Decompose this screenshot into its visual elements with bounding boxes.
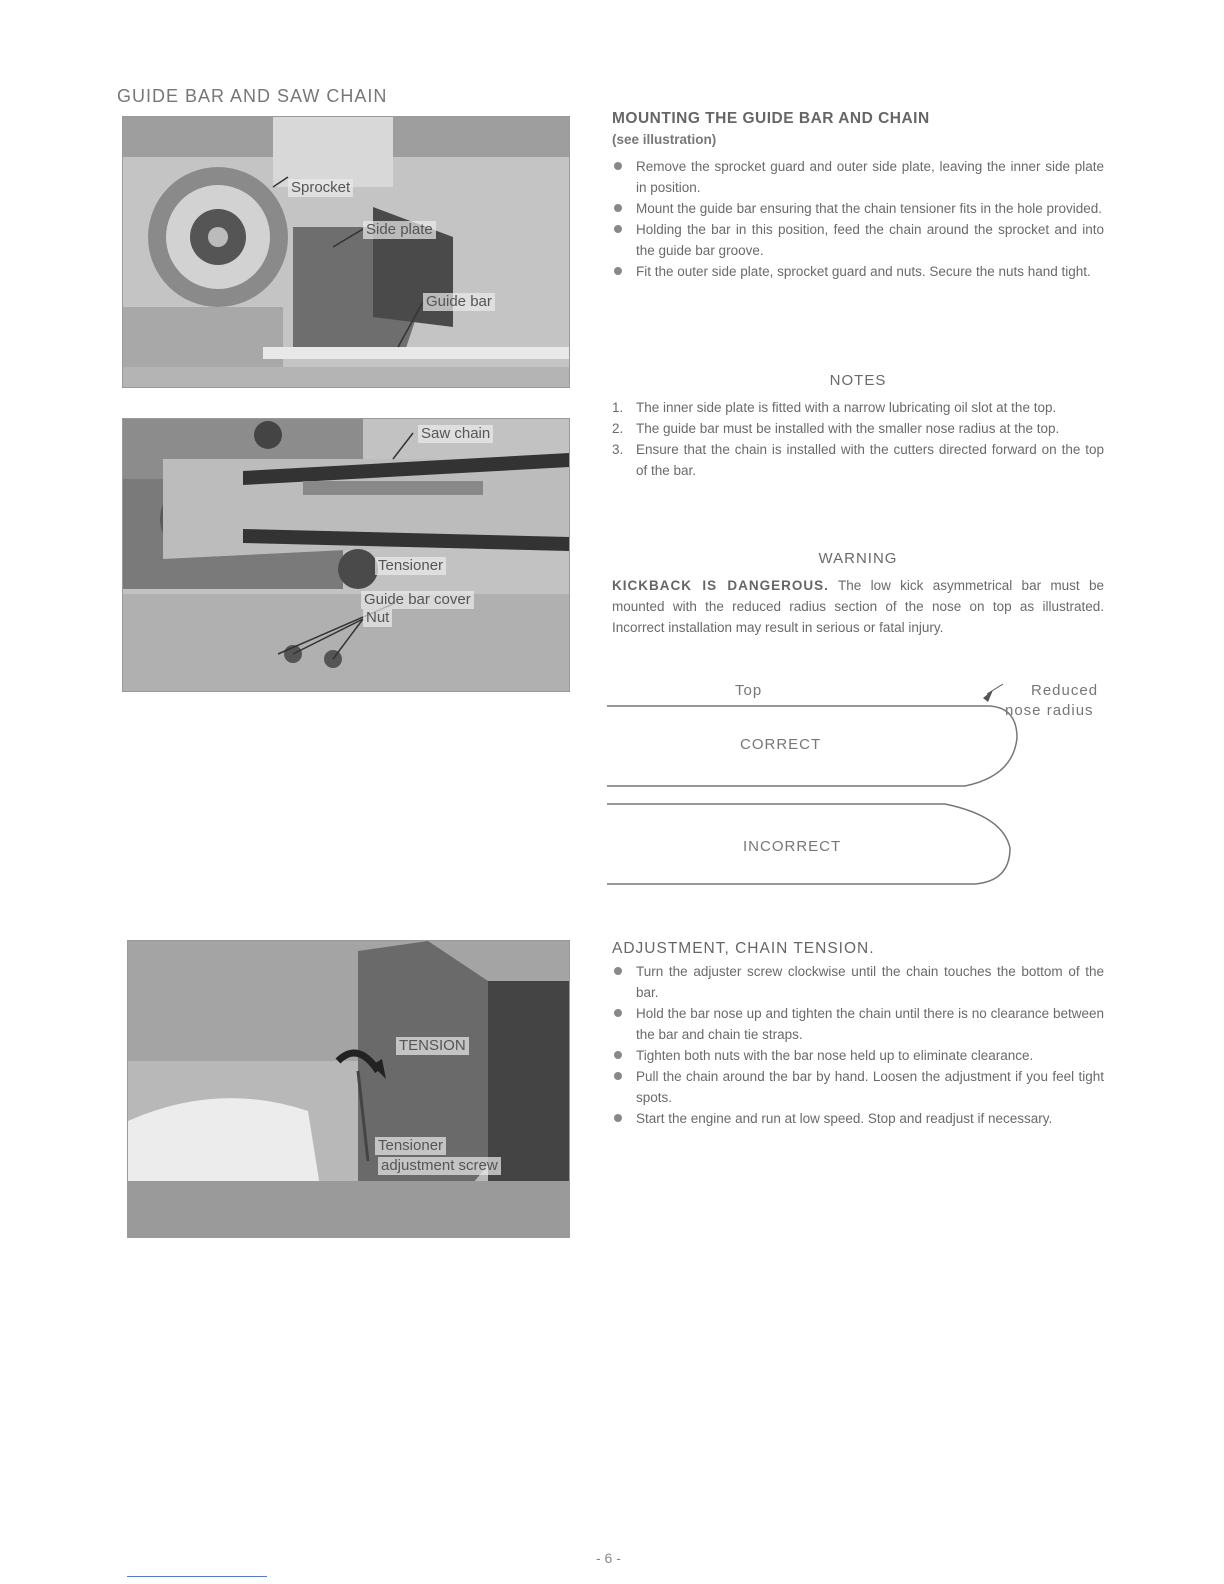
diagram-nose-radius-label: nose radius bbox=[1005, 702, 1094, 719]
adjustment-steps bbox=[612, 961, 1104, 1129]
list-item: Pull the chain around the bar by hand. Loosen the adjustment if you feel tight spots. bbox=[612, 1066, 1104, 1108]
note-number: 1. bbox=[612, 400, 624, 415]
diagram-top-label: Top bbox=[735, 682, 763, 699]
mounting-subtitle: (see illustration) bbox=[612, 132, 717, 147]
caption-sprocket: Sprocket bbox=[288, 179, 353, 197]
caption-tensioner: Tensioner bbox=[375, 557, 446, 575]
warning-paragraph bbox=[612, 575, 1104, 638]
adjustment-title: ADJUSTMENT, CHAIN TENSION. bbox=[612, 940, 875, 957]
warning-text: The low kick asymmetrical bar must be mounted with the reduced radius section of the nose on top as illustrated. Incorrect installation may result in serious or fatal injury. bbox=[612, 578, 1104, 635]
diagram-reduced-label: Reduced bbox=[1031, 682, 1099, 699]
list-item bbox=[612, 439, 1104, 481]
caption-guide-bar: Guide bar bbox=[423, 293, 495, 311]
list-item: Mount the guide bar ensuring that the chain tensioner fits in the hole provided. bbox=[612, 198, 1104, 219]
photo-sprocket-assembly bbox=[122, 116, 570, 388]
mounting-steps bbox=[612, 156, 1104, 282]
note-text: Ensure that the chain is installed with the cutters directed forward on the top of the bar. bbox=[636, 442, 1104, 478]
bar-orientation-diagram bbox=[605, 676, 1105, 896]
photo-chain-installed bbox=[122, 418, 570, 692]
list-item: Start the engine and run at low speed. Stop and readjust if necessary. bbox=[612, 1108, 1104, 1129]
caption-saw-chain: Saw chain bbox=[418, 425, 493, 443]
list-item: Hold the bar nose up and tighten the chain until there is no clearance between the bar and chain tie straps. bbox=[612, 1003, 1104, 1045]
notes-list bbox=[612, 397, 1104, 481]
caption-tension: TENSION bbox=[396, 1037, 469, 1055]
warning-lead: KICKBACK IS DANGEROUS. bbox=[612, 578, 829, 593]
diagram-incorrect-label: INCORRECT bbox=[743, 838, 842, 855]
notes-section bbox=[612, 362, 1104, 481]
warning-section bbox=[612, 540, 1104, 638]
photo-tension-illustration bbox=[128, 941, 569, 1237]
list-item: Turn the adjuster screw clockwise until the chain touches the bottom of the bar. bbox=[612, 961, 1104, 1003]
list-item bbox=[612, 397, 1104, 418]
caption-adjustment-screw: adjustment screw bbox=[378, 1157, 501, 1175]
list-item bbox=[612, 418, 1104, 439]
adjustment-section bbox=[612, 938, 1104, 1129]
caption-tensioner-3: Tensioner bbox=[375, 1137, 446, 1155]
note-number: 2. bbox=[612, 421, 624, 436]
photo-sprocket-illustration bbox=[123, 117, 569, 387]
notes-heading: NOTES bbox=[829, 372, 887, 389]
warning-heading: WARNING bbox=[818, 550, 898, 567]
photo-chain-illustration bbox=[123, 419, 569, 691]
note-text: The inner side plate is fitted with a narrow lubricating oil slot at the top. bbox=[636, 400, 1057, 415]
list-item: Remove the sprocket guard and outer side plate, leaving the inner side plate in position. bbox=[612, 156, 1104, 198]
note-number: 3. bbox=[612, 442, 624, 457]
photo-tension-adjustment bbox=[127, 940, 570, 1238]
note-text: The guide bar must be installed with the smaller nose radius at the top. bbox=[636, 421, 1060, 436]
list-item: Fit the outer side plate, sprocket guard and nuts. Secure the nuts hand tight. bbox=[612, 261, 1104, 282]
caption-guide-bar-cover: Guide bar cover bbox=[361, 591, 474, 609]
list-item: Holding the bar in this position, feed the chain around the sprocket and into the guide bar groove. bbox=[612, 219, 1104, 261]
list-item: Tighten both nuts with the bar nose held up to eliminate clearance. bbox=[612, 1045, 1104, 1066]
page-number: - 6 - bbox=[596, 1550, 621, 1566]
caption-nut: Nut bbox=[363, 609, 392, 627]
section-title: GUIDE BAR AND SAW CHAIN bbox=[117, 86, 388, 106]
mounting-title: MOUNTING THE GUIDE BAR AND CHAIN bbox=[612, 110, 930, 127]
mounting-section bbox=[612, 108, 1104, 282]
diagram-correct-label: CORRECT bbox=[740, 736, 822, 753]
footer-divider bbox=[127, 1576, 267, 1577]
caption-side-plate: Side plate bbox=[363, 221, 436, 239]
